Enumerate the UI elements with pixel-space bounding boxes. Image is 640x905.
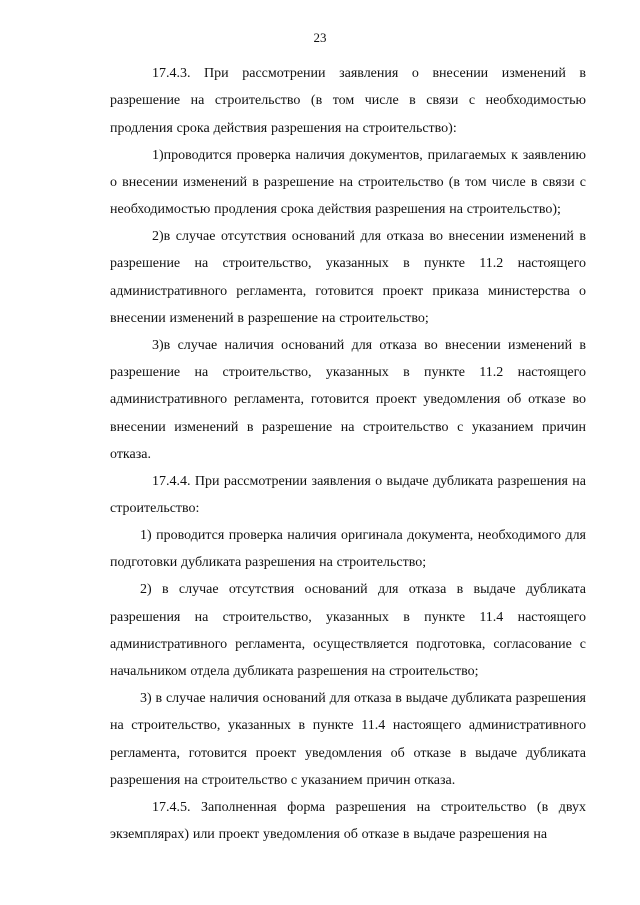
- list-item-number: 3): [152, 337, 164, 353]
- list-item-text: проводится проверка наличия документов, прилагаемых к заявлению о внесении изменений в разрешение на строительство (в том числе в связи с необходимостью продления срока действия разрешения на строительство);: [110, 147, 586, 218]
- list-item-17-4-4-3: 3) в случае наличия оснований для отказа в выдаче дубликата разрешения на строительство, указанных в пункте 11.4 настоящего административного регламента, готовится проект уведомления об отказе в выдаче дубликата разрешения на строительство с указанием причин отказа.: [110, 691, 586, 788]
- paragraph-17-4-3: 17.4.3. При рассмотрении заявления о внесении изменений в разрешение на строительство (в том числе в связи с необходимостью продления срока действия разрешения на строительство):: [110, 66, 586, 136]
- list-item-17-4-3-3: [110, 332, 586, 468]
- list-item-17-4-4-1: 1) проводится проверка наличия оригинала документа, необходимого для подготовки дубликата разрешения на строительство;: [110, 528, 586, 571]
- list-item-number: 2): [152, 229, 164, 244]
- page-number: 23: [313, 30, 327, 45]
- list-item-number: 1): [152, 147, 164, 163]
- list-item-17-4-3-1: [110, 142, 586, 224]
- paragraph-17-4-5: 17.4.5. Заполненная форма разрешения на строительство (в двух экземплярах) или проект уведомления об отказе в выдаче разрешения на: [110, 799, 586, 843]
- paragraph-17-4-4: 17.4.4. При рассмотрении заявления о выдаче дубликата разрешения на строительство:: [110, 473, 586, 517]
- list-item-text: в случае отсутствия оснований для отказа во внесении изменений в разрешение на строительство, указанных в пункте 11.2 настоящего административного регламента, готовится проект приказа министерства о внесении изменений в разрешение на строительство;: [110, 229, 586, 326]
- list-item-text: в случае наличия оснований для отказа во внесении изменений в разрешение на строительство, указанных в пункте 11.2 настоящего административного регламента, готовится проект уведомления об отказе во внесении изменений в разрешение на строительство с указанием причин отказа.: [110, 337, 586, 462]
- document-body: [110, 60, 586, 848]
- list-item-17-4-3-2: [110, 223, 586, 332]
- list-item-17-4-4-2: 2) в случае отсутствия оснований для отказа в выдаче дубликата разрешения на строительство, указанных в пункте 11.4 настоящего административного регламента, осуществляется подготовка, согласование с начальником отдела дубликата разрешения на строительство;: [110, 582, 586, 680]
